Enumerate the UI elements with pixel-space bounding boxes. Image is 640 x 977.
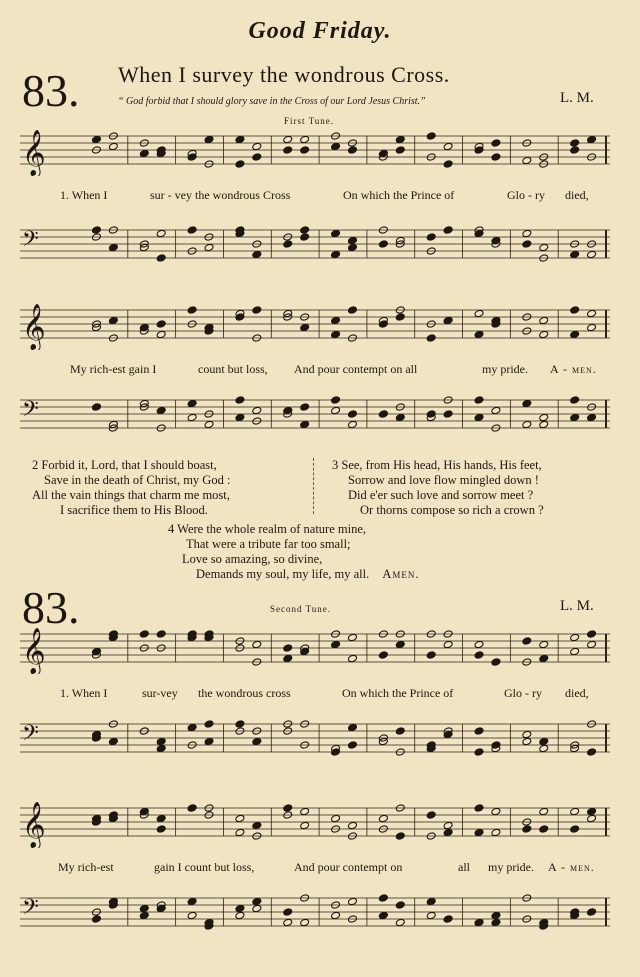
lyric-segment: Glo - ry xyxy=(507,188,545,202)
hymn-title: When I survey the wondrous Cross. xyxy=(118,62,450,87)
note-head xyxy=(378,651,388,659)
note-head xyxy=(331,814,341,822)
amen-label: Amen. xyxy=(382,567,420,581)
note-head xyxy=(156,814,166,822)
stanza-line: That were a tribute far too small; xyxy=(186,537,351,551)
note-head xyxy=(443,316,453,324)
note-head xyxy=(522,637,532,645)
note-head xyxy=(395,832,405,840)
note-head xyxy=(300,233,310,241)
tune2-lyrics-line1 xyxy=(60,686,620,702)
hymn-number-second: 83. xyxy=(22,582,80,633)
note-head xyxy=(522,737,532,745)
note-head xyxy=(570,413,580,421)
note-head xyxy=(443,160,453,168)
stanza-divider xyxy=(313,458,314,514)
note-head xyxy=(522,240,532,248)
note-head xyxy=(331,406,341,414)
tune2-lyrics-line2 xyxy=(58,860,618,876)
note-head xyxy=(283,918,293,926)
note-head xyxy=(491,828,501,836)
note-head xyxy=(235,413,245,421)
note-head xyxy=(570,330,580,338)
bass-clef-icon: 𝄢 xyxy=(22,227,39,257)
note-head xyxy=(474,640,484,648)
note-head xyxy=(108,243,118,251)
note-head xyxy=(92,403,102,411)
note-head xyxy=(570,396,580,404)
note-head xyxy=(156,330,166,338)
note-head xyxy=(474,828,484,836)
first-tune-label: First Tune. xyxy=(284,116,335,126)
note-head xyxy=(283,804,293,812)
note-head xyxy=(443,821,453,829)
note-head xyxy=(395,640,405,648)
note-head xyxy=(539,420,549,428)
note-head xyxy=(235,160,245,168)
note-head xyxy=(570,825,580,833)
bass-clef-icon: 𝄢 xyxy=(22,895,39,925)
note-head xyxy=(587,814,597,822)
note-head xyxy=(522,730,532,738)
note-head xyxy=(570,807,580,815)
note-head xyxy=(187,723,197,731)
note-head xyxy=(539,640,549,648)
note-head xyxy=(491,741,501,749)
note-head xyxy=(587,309,597,317)
note-head xyxy=(587,807,597,815)
note-head xyxy=(139,904,149,912)
note-head xyxy=(570,306,580,314)
note-head xyxy=(426,897,436,905)
note-head xyxy=(252,904,262,912)
note-head xyxy=(187,226,197,234)
note-head xyxy=(539,243,549,251)
note-head xyxy=(235,814,245,822)
note-head xyxy=(570,146,580,154)
lyric-segment: On which the Prince of xyxy=(343,188,455,202)
stanza-line: I sacrifice them to His Blood. xyxy=(60,503,208,517)
note-head xyxy=(539,825,549,833)
stanza-line: Did e'er such love and sorrow meet ? xyxy=(348,488,534,502)
note-head xyxy=(348,410,358,418)
note-head xyxy=(300,403,310,411)
note-head xyxy=(443,142,453,150)
note-head xyxy=(156,825,166,833)
note-head xyxy=(156,406,166,414)
note-head xyxy=(283,135,293,143)
note-head xyxy=(108,142,118,150)
second-meter-label: L. M. xyxy=(560,598,594,614)
note-head xyxy=(300,146,310,154)
note-head xyxy=(92,226,102,234)
note-head xyxy=(283,644,293,652)
lyric-segment: And pour contempt on xyxy=(294,860,403,874)
treble-clef-icon: 𝄞 xyxy=(22,304,46,350)
note-head xyxy=(348,821,358,829)
note-head xyxy=(426,334,436,342)
note-head xyxy=(235,720,245,728)
note-head xyxy=(474,413,484,421)
note-head xyxy=(187,306,197,314)
note-head xyxy=(348,420,358,428)
note-head xyxy=(156,254,166,262)
note-head xyxy=(443,226,453,234)
tune2-system1-bass-staff xyxy=(20,716,610,764)
note-head xyxy=(348,236,358,244)
note-head xyxy=(331,229,341,237)
meter-label: L. M. xyxy=(560,90,594,106)
lyric-segment: sur-vey xyxy=(142,686,178,700)
note-head xyxy=(283,146,293,154)
note-head xyxy=(92,915,102,923)
note-head xyxy=(252,737,262,745)
note-head xyxy=(252,406,262,414)
note-head xyxy=(395,313,405,321)
lyric-segment: sur - vey the wondrous Cross xyxy=(150,188,291,202)
tune2-system2-bass-staff xyxy=(20,890,610,938)
note-head xyxy=(395,146,405,154)
note-head xyxy=(587,748,597,756)
note-head xyxy=(378,911,388,919)
lyric-segment: On which the Prince of xyxy=(342,686,454,700)
note-head xyxy=(300,918,310,926)
note-head xyxy=(378,410,388,418)
note-head xyxy=(378,814,388,822)
note-head xyxy=(252,153,262,161)
note-head xyxy=(156,229,166,237)
note-head xyxy=(443,410,453,418)
note-head xyxy=(570,139,580,147)
stanza-line: Love so amazing, so divine, xyxy=(182,552,323,566)
note-head xyxy=(252,142,262,150)
note-head xyxy=(395,727,405,735)
bass-clef-icon: 𝄢 xyxy=(22,397,39,427)
note-head xyxy=(139,911,149,919)
note-head xyxy=(522,420,532,428)
note-head xyxy=(300,420,310,428)
tune1-system1-treble-staff xyxy=(20,128,610,176)
note-head xyxy=(522,825,532,833)
note-head xyxy=(348,723,358,731)
note-head xyxy=(331,911,341,919)
stanza-2 xyxy=(32,458,308,518)
note-head xyxy=(235,396,245,404)
tune2-system2-treble-staff xyxy=(20,800,610,848)
note-head xyxy=(204,420,214,428)
note-head xyxy=(426,651,436,659)
note-head xyxy=(491,658,501,666)
note-head xyxy=(570,250,580,258)
note-head xyxy=(204,243,214,251)
note-head xyxy=(491,139,501,147)
note-head xyxy=(539,316,549,324)
note-head xyxy=(395,135,405,143)
note-head xyxy=(539,654,549,662)
stanza-line: 3 See, from His head, His hands, His feet, xyxy=(332,458,542,472)
lyric-segment: My rich-est xyxy=(58,860,114,874)
note-head xyxy=(156,737,166,745)
note-head xyxy=(378,894,388,902)
page-header: Good Friday. xyxy=(248,18,392,44)
note-head xyxy=(300,323,310,331)
note-head xyxy=(92,135,102,143)
stanza-3 xyxy=(332,458,632,518)
note-head xyxy=(426,132,436,140)
note-head xyxy=(587,250,597,258)
note-head xyxy=(443,640,453,648)
lyric-segment: Glo - ry xyxy=(504,686,542,700)
note-head xyxy=(331,640,341,648)
note-head xyxy=(522,399,532,407)
note-head xyxy=(426,410,436,418)
note-head xyxy=(187,399,197,407)
note-head xyxy=(139,630,149,638)
note-head xyxy=(587,323,597,331)
note-head xyxy=(300,135,310,143)
note-head xyxy=(491,807,501,815)
note-head xyxy=(300,226,310,234)
note-head xyxy=(348,146,358,154)
note-head xyxy=(474,918,484,926)
lyric-segment: 1. When I xyxy=(60,188,108,202)
treble-clef-icon: 𝄞 xyxy=(22,628,46,674)
note-head xyxy=(491,406,501,414)
note-head xyxy=(331,142,341,150)
note-head xyxy=(443,828,453,836)
note-head xyxy=(204,135,214,143)
lyric-segment: died, xyxy=(565,686,589,700)
note-head xyxy=(283,240,293,248)
note-head xyxy=(539,744,549,752)
note-head xyxy=(283,406,293,414)
stanza-line: All the vain things that charm me most, xyxy=(32,488,230,502)
tune1-system2-bass-staff xyxy=(20,392,610,440)
tune2-system1-treble-staff xyxy=(20,626,610,674)
note-head xyxy=(235,135,245,143)
stanza-line: Sorrow and love flow mingled down ! xyxy=(348,473,539,487)
note-head xyxy=(474,330,484,338)
note-head xyxy=(331,316,341,324)
note-head xyxy=(395,918,405,926)
lyric-segment: And pour contempt on all xyxy=(294,362,418,376)
lyric-segment: A - men. xyxy=(550,362,597,376)
note-head xyxy=(474,309,484,317)
stanza-line: 2 Forbid it, Lord, that I should boast, xyxy=(32,458,217,472)
lyric-segment: count but loss, xyxy=(198,362,268,376)
note-head xyxy=(587,630,597,638)
note-head xyxy=(426,233,436,241)
lyric-segment: gain I count but loss, xyxy=(154,860,255,874)
note-head xyxy=(252,250,262,258)
stanza-line: Or thorns compose so rich a crown ? xyxy=(360,503,544,517)
note-head xyxy=(331,330,341,338)
note-head xyxy=(491,153,501,161)
note-head xyxy=(522,229,532,237)
lyric-segment: all xyxy=(458,860,470,874)
note-head xyxy=(252,821,262,829)
note-head xyxy=(348,897,358,905)
lyric-segment: A - men. xyxy=(548,860,595,874)
stanza-line: 4 Were the whole realm of nature mine, xyxy=(168,522,366,536)
lyric-segment: died, xyxy=(565,188,589,202)
note-head xyxy=(156,320,166,328)
note-head xyxy=(300,821,310,829)
note-head xyxy=(539,807,549,815)
note-head xyxy=(252,897,262,905)
note-head xyxy=(570,633,580,641)
note-head xyxy=(156,904,166,912)
note-head xyxy=(474,804,484,812)
lyric-segment: my pride. xyxy=(482,362,528,376)
note-head xyxy=(378,240,388,248)
note-head xyxy=(300,807,310,815)
note-head xyxy=(108,737,118,745)
stanza-line: Save in the death of Christ, my God : xyxy=(44,473,231,487)
hymn-epigraph: “ God forbid that I should glory save in the Cross of our Lord Jesus Christ.” xyxy=(118,96,426,107)
tune1-lyrics-line1 xyxy=(60,188,620,204)
stanza-4 xyxy=(168,522,498,582)
note-head xyxy=(187,413,197,421)
note-head xyxy=(283,908,293,916)
note-head xyxy=(348,243,358,251)
note-head xyxy=(474,748,484,756)
note-head xyxy=(252,306,262,314)
note-head xyxy=(539,737,549,745)
second-tune-label: Second Tune. xyxy=(270,604,332,614)
note-head xyxy=(204,720,214,728)
note-head xyxy=(491,918,501,926)
note-head xyxy=(235,313,245,321)
note-head xyxy=(235,911,245,919)
note-head xyxy=(331,250,341,258)
note-head xyxy=(156,630,166,638)
note-head xyxy=(348,633,358,641)
treble-clef-icon: 𝄞 xyxy=(22,802,46,848)
note-head xyxy=(587,135,597,143)
note-head xyxy=(187,897,197,905)
note-head xyxy=(474,727,484,735)
note-head xyxy=(204,737,214,745)
note-head xyxy=(395,413,405,421)
note-head xyxy=(235,828,245,836)
note-head xyxy=(235,904,245,912)
note-head xyxy=(331,396,341,404)
stanza-line: Demands my soul, my life, my all. xyxy=(196,567,370,581)
note-head xyxy=(139,149,149,157)
note-head xyxy=(348,654,358,662)
lyric-segment: 1. When I xyxy=(60,686,108,700)
note-head xyxy=(283,654,293,662)
note-head xyxy=(587,640,597,648)
lyric-segment: my pride. xyxy=(488,860,534,874)
note-head xyxy=(426,811,436,819)
note-head xyxy=(587,413,597,421)
note-head xyxy=(108,316,118,324)
lyric-segment: the wondrous cross xyxy=(198,686,291,700)
note-head xyxy=(474,396,484,404)
treble-clef-icon: 𝄞 xyxy=(22,130,46,176)
note-head xyxy=(539,413,549,421)
note-head xyxy=(491,911,501,919)
note-head xyxy=(348,306,358,314)
note-head xyxy=(474,651,484,659)
note-head xyxy=(187,911,197,919)
note-head xyxy=(156,744,166,752)
note-head xyxy=(426,911,436,919)
lyric-segment: My rich-est gain I xyxy=(70,362,157,376)
tune1-system2-treble-staff xyxy=(20,302,610,350)
bass-clef-icon: 𝄢 xyxy=(22,721,39,751)
note-head xyxy=(443,915,453,923)
hymn-number: 83. xyxy=(22,65,80,116)
note-head xyxy=(539,330,549,338)
note-head xyxy=(395,901,405,909)
note-head xyxy=(522,156,532,164)
note-head xyxy=(570,647,580,655)
tune1-lyrics-line2 xyxy=(70,362,610,378)
note-head xyxy=(474,146,484,154)
note-head xyxy=(348,741,358,749)
note-head xyxy=(252,640,262,648)
tune1-system1-bass-staff xyxy=(20,222,610,270)
